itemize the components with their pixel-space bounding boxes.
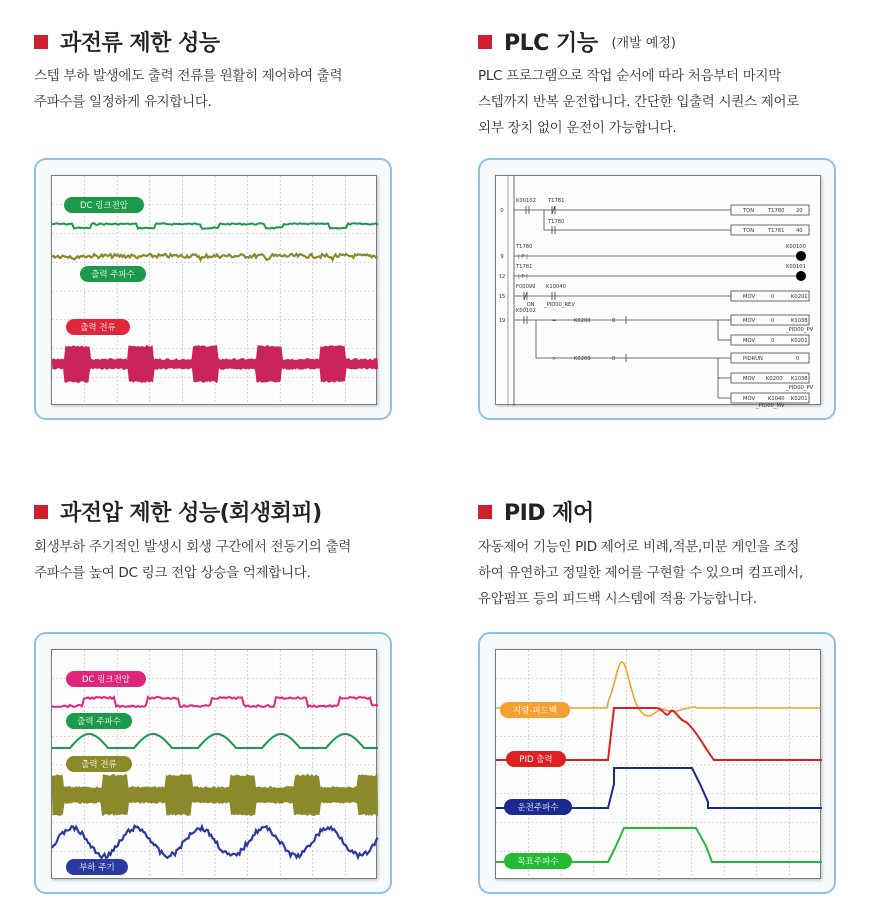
svg-text:_ON: _ON <box>524 302 535 308</box>
svg-text:T1780: T1780 <box>768 208 785 214</box>
svg-text:K00101: K00101 <box>786 264 806 270</box>
section-heading-pid <box>478 496 594 527</box>
description-line: 회생부하 주기적인 발생시 회생 구간에서 전동기의 출력 <box>34 539 351 555</box>
svg-text:MOV: MOV <box>743 294 756 300</box>
svg-text:0: 0 <box>612 318 616 324</box>
svg-text:K00102: K00102 <box>516 308 536 314</box>
svg-text:MOV: MOV <box>743 376 756 382</box>
plc-ladder-screen <box>495 175 821 409</box>
svg-text:0: 0 <box>771 338 775 344</box>
rung-number: 15 <box>498 294 506 300</box>
svg-text:지령-피드백: 지령-피드백 <box>512 706 558 716</box>
svg-text:TON: TON <box>743 228 755 234</box>
oscilloscope-screen <box>495 649 821 879</box>
section-subtitle: (개발 예정) <box>611 36 676 51</box>
section-heading-overcurrent <box>34 26 220 57</box>
svg-text:K0200: K0200 <box>574 356 591 362</box>
description-line: 주파수를 높여 DC 링크 전압 상승을 억제합니다. <box>34 565 311 581</box>
bullet-square-icon <box>478 35 492 49</box>
target-frequency-label <box>504 853 572 869</box>
section-description <box>478 534 803 612</box>
svg-text:K0201: K0201 <box>791 294 808 300</box>
description-line: 하여 유연하고 정밀한 제어를 구현할 수 있으며 컴프레서, <box>478 565 803 581</box>
svg-text:>: > <box>552 356 557 362</box>
svg-text:_PID00_MV: _PID00_MV <box>756 403 785 409</box>
output-current-trace <box>52 774 378 816</box>
output-current-label <box>66 756 132 772</box>
description-line: PLC 프로그램으로 작업 순서에 따라 처음부터 마지막 <box>478 68 781 84</box>
svg-text:K10040: K10040 <box>546 284 566 290</box>
bullet-square-icon <box>34 35 48 49</box>
svg-text:0: 0 <box>796 356 800 362</box>
svg-text:DC 링크전압: DC 링크전압 <box>81 675 131 685</box>
svg-text:| P |: | P | <box>518 254 528 260</box>
svg-text:출력 주파수: 출력 주파수 <box>77 717 121 727</box>
rung-number: 19 <box>498 318 506 324</box>
dc-link-label <box>66 671 146 687</box>
description-line: 스텝 부하 발생에도 출력 전류를 원활히 제어하여 출력 <box>34 68 343 84</box>
svg-text:F00099: F00099 <box>516 284 536 290</box>
svg-text:| P |: | P | <box>518 274 528 280</box>
svg-text:0: 0 <box>771 294 775 300</box>
rung-number: 12 <box>498 274 506 280</box>
rung-number: 0 <box>500 208 504 214</box>
svg-text:MOV: MOV <box>743 318 756 324</box>
svg-text:K00100: K00100 <box>786 244 806 250</box>
output-frequency-label <box>66 713 132 729</box>
svg-text:K0200: K0200 <box>766 376 783 382</box>
oscilloscope-screen <box>51 175 377 405</box>
section-heading-plc <box>478 26 676 57</box>
svg-text:40: 40 <box>796 228 803 234</box>
section-title: 과전류 제한 성능 <box>60 31 220 56</box>
section-description <box>34 534 351 586</box>
svg-text:0: 0 <box>612 356 616 362</box>
output-current-label <box>66 319 130 335</box>
svg-text:0: 0 <box>771 318 775 324</box>
svg-text:DC 링크전압: DC 링크전압 <box>79 201 129 211</box>
plc-ladder-frame <box>478 158 836 420</box>
section-description <box>478 63 799 141</box>
svg-text:운전주파수: 운전주파수 <box>517 803 559 813</box>
bullet-square-icon <box>34 505 48 519</box>
svg-text:MOV: MOV <box>743 396 756 402</box>
svg-text:K1040: K1040 <box>768 396 785 402</box>
svg-text:K0200: K0200 <box>574 318 591 324</box>
run-frequency-label <box>504 799 572 815</box>
dc-link-label <box>64 197 144 213</box>
description-line: 외부 장치 없이 운전이 가능합니다. <box>478 120 677 136</box>
description-line: 자동제어 기능인 PID 제어로 비례,적분,미분 게인을 조정 <box>478 539 800 555</box>
description-line: 유압펌프 등의 피드백 시스템에 적용 가능합니다. <box>478 591 757 607</box>
description-line: 주파수를 일정하게 유지합니다. <box>34 94 212 110</box>
svg-text:부하 주기: 부하 주기 <box>79 863 115 873</box>
svg-text:K00102: K00102 <box>516 198 536 204</box>
svg-text:출력 전류: 출력 전류 <box>81 760 117 770</box>
oscilloscope-frame <box>34 632 392 894</box>
oscilloscope-frame <box>478 632 836 894</box>
svg-text:T1781: T1781 <box>516 264 533 270</box>
svg-text:_PID00_PV: _PID00_PV <box>786 327 814 333</box>
oscilloscope-screen <box>51 649 377 879</box>
load-cycle-label <box>66 859 128 875</box>
svg-text:K1038: K1038 <box>791 318 808 324</box>
output-frequency-trace <box>52 254 378 260</box>
svg-text:출력 전류: 출력 전류 <box>80 323 116 333</box>
pid-output-label <box>506 751 566 767</box>
svg-text:K0201: K0201 <box>791 396 808 402</box>
section-title: PID 제어 <box>504 501 594 526</box>
section-heading-overvoltage <box>34 496 322 527</box>
svg-text:MOV: MOV <box>743 338 756 344</box>
svg-text:K1038: K1038 <box>791 376 808 382</box>
svg-text:PIDRUN: PIDRUN <box>743 356 763 362</box>
svg-text:T1780: T1780 <box>548 219 565 225</box>
svg-text:출력 주파수: 출력 주파수 <box>91 270 135 280</box>
section-description <box>34 63 342 115</box>
plc-ladder-diagram <box>496 176 822 409</box>
svg-text:_PID00_PV: _PID00_PV <box>786 385 814 391</box>
svg-text:TON: TON <box>743 208 755 214</box>
svg-text:20: 20 <box>796 208 803 214</box>
rung-number: 9 <box>500 254 504 260</box>
svg-text:T1780: T1780 <box>516 244 533 250</box>
svg-text:T1781: T1781 <box>548 198 565 204</box>
svg-text:K0201: K0201 <box>791 338 808 344</box>
svg-text:=: = <box>552 318 557 324</box>
section-title: 과전압 제한 성능(회생회피) <box>60 501 322 526</box>
feedback-label <box>500 702 570 718</box>
output-frequency-label <box>80 266 146 282</box>
bullet-square-icon <box>478 505 492 519</box>
description-line: 스텝까지 반복 운전합니다. 간단한 입출력 시퀀스 제어로 <box>478 94 799 110</box>
section-title: PLC 기능 <box>504 31 598 56</box>
svg-text:_PID00_REV: _PID00_REV <box>544 302 575 308</box>
svg-text:PID 출력: PID 출력 <box>519 755 553 765</box>
svg-text:목표주파수: 목표주파수 <box>517 857 559 867</box>
oscilloscope-frame <box>34 158 392 420</box>
svg-text:T1781: T1781 <box>768 228 785 234</box>
